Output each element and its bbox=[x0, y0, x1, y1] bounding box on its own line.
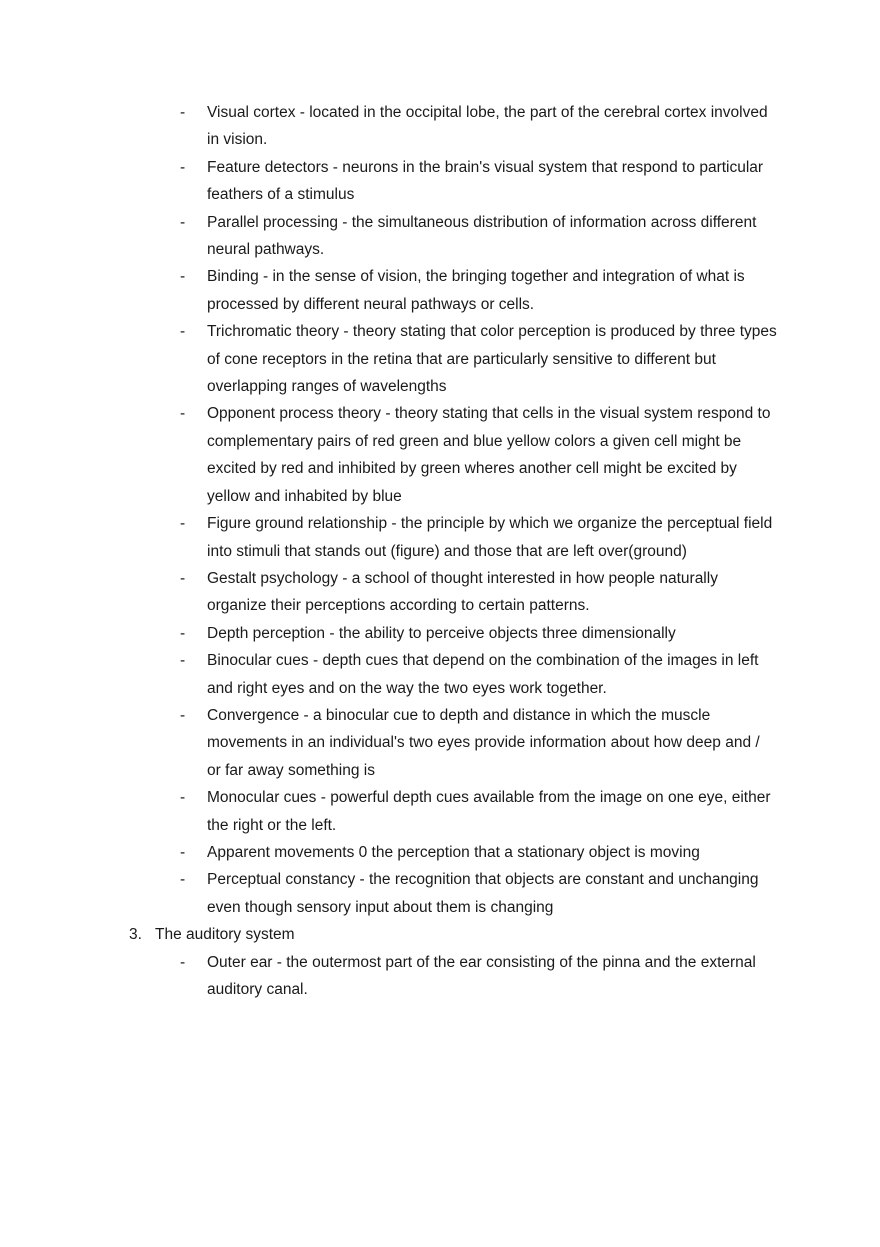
item-text: Perceptual constancy - the recognition that objects are constant and unchanging even though sensory input about them is changing bbox=[207, 871, 759, 916]
item-text: Convergence - a binocular cue to depth and distance in which the muscle movements in an individual's two eyes provide information about how deep and / or far away something is bbox=[207, 706, 760, 779]
section-number: 3. bbox=[129, 926, 142, 944]
list-item bbox=[0, 702, 777, 784]
list-item bbox=[0, 400, 777, 510]
list-item bbox=[0, 647, 777, 702]
list-item bbox=[0, 154, 777, 209]
bullet-dash: - bbox=[180, 953, 186, 971]
bullet-dash: - bbox=[180, 268, 186, 286]
bullet-dash: - bbox=[180, 213, 186, 231]
bullet-dash: - bbox=[180, 789, 186, 807]
term-list bbox=[0, 99, 880, 1003]
bullet-dash: - bbox=[180, 652, 186, 670]
list-item bbox=[0, 263, 777, 318]
item-text: Binding - in the sense of vision, the bringing together and integration of what is processed by different neural pathways or cells. bbox=[207, 268, 745, 313]
bullet-dash: - bbox=[180, 515, 186, 533]
list-item bbox=[0, 209, 777, 264]
section-title: The auditory system bbox=[155, 926, 295, 944]
list-item bbox=[0, 99, 777, 154]
item-text: Gestalt psychology - a school of thought interested in how people naturally organize their perceptions according to certain patterns. bbox=[207, 569, 718, 615]
bullet-dash: - bbox=[180, 158, 186, 176]
section-heading bbox=[0, 921, 880, 1003]
item-text: Outer ear - the outermost part of the ear consisting of the pinna and the external auditory canal. bbox=[207, 953, 756, 998]
bullet-dash: - bbox=[180, 323, 186, 341]
item-text: Feature detectors - neurons in the brain's visual system that respond to particular feathers of a stimulus bbox=[207, 158, 764, 204]
list-item bbox=[0, 839, 777, 866]
list-item bbox=[0, 565, 777, 620]
list-item bbox=[0, 510, 777, 565]
item-text: Opponent process theory - theory stating that cells in the visual system respond to complementary pairs of red green and blue yellow colors a given cell might be excited by red and inhibited by green wheres another cell might be excited by yellow and inhabited by blue bbox=[207, 405, 771, 505]
section-sublist bbox=[155, 949, 880, 1004]
list-item bbox=[0, 784, 777, 839]
item-text: Binocular cues - depth cues that depend on the combination of the images in left and right eyes and on the way the two eyes work together. bbox=[207, 652, 759, 697]
item-text: Monocular cues - powerful depth cues available from the image on one eye, either the right or the left. bbox=[207, 789, 771, 834]
list-item bbox=[0, 620, 777, 647]
item-text: Visual cortex - located in the occipital lobe, the part of the cerebral cortex involved in vision. bbox=[207, 104, 768, 149]
item-text: Parallel processing - the simultaneous distribution of information across different neural pathways. bbox=[207, 213, 757, 259]
item-text: Trichromatic theory - theory stating that color perception is produced by three types of cone receptors in the retina that are particularly sensitive to different but overlapping ranges of wavelengths bbox=[207, 323, 777, 396]
bullet-dash: - bbox=[180, 104, 186, 121]
bullet-dash: - bbox=[180, 706, 186, 724]
bullet-dash: - bbox=[180, 569, 186, 587]
bullet-dash: - bbox=[180, 843, 186, 861]
list-item bbox=[0, 949, 777, 1004]
bullet-dash: - bbox=[180, 405, 186, 423]
item-text: Apparent movements 0 the perception that a stationary object is moving bbox=[207, 843, 700, 861]
bullet-dash: - bbox=[180, 624, 186, 642]
list-item bbox=[0, 318, 777, 400]
item-text: Figure ground relationship - the principle by which we organize the perceptual field into stimuli that stands out (figure) and those that are left over(ground) bbox=[207, 515, 773, 560]
item-text: Depth perception - the ability to perceive objects three dimensionally bbox=[207, 624, 676, 642]
list-item bbox=[0, 866, 777, 921]
bullet-dash: - bbox=[180, 871, 186, 889]
